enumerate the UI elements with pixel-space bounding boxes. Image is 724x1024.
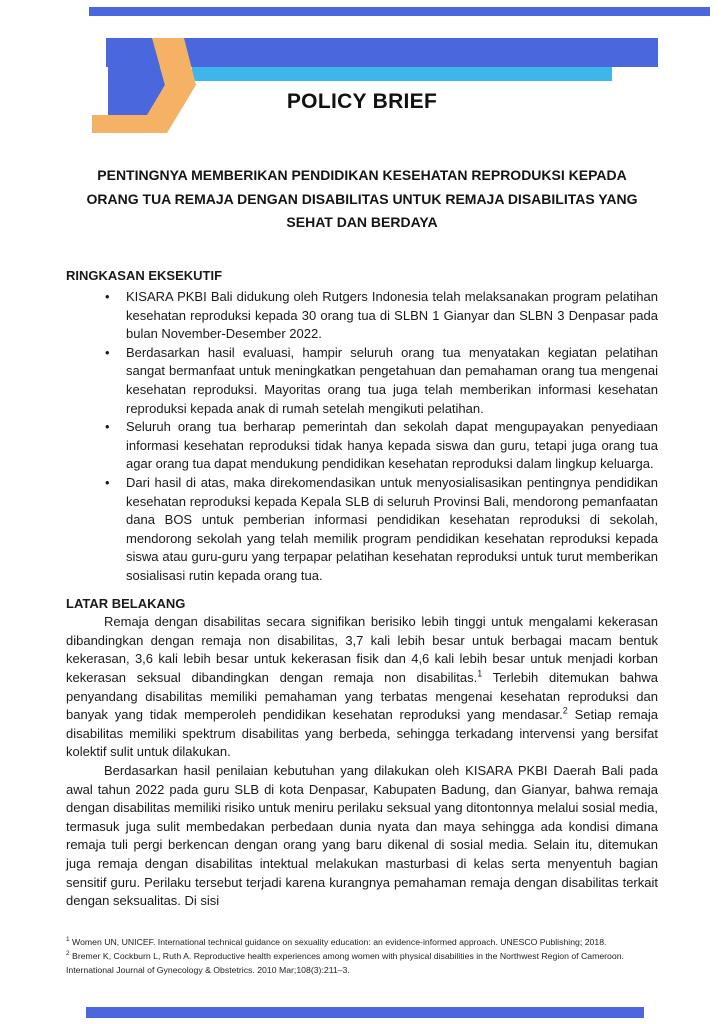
footnote-ref-1: 1 (477, 668, 483, 679)
paragraph-text: Remaja dengan disabilitas secara signifikan berisiko lebih tinggi untuk mengalami kekerasan dibandingkan dengan remaja non disabilitas, 3,7 kali lebih besar untuk berbagai macam bentuk kekerasan, 3,6 kali lebih besar untuk kekerasan fisik dan 4,6 kali lebih besar untuk menjadi korban kekerasan seksual dibandingkan dengan remaja non disabilitas. (66, 614, 658, 685)
policy-brief-label: POLICY BRIEF (286, 90, 438, 113)
background-paragraph-1 (66, 613, 658, 762)
footer-accent-bar (86, 1007, 644, 1018)
section-heading-ringkasan-eksekutif: RINGKASAN EKSEKUTIF (66, 267, 223, 283)
bullet-text: KISARA PKBI Bali didukung oleh Rutgers Indonesia telah melaksanakan program pelatihan kesehatan reproduksi kepada 30 orang tua di SLBN 1 Gianyar dan SLBN 3 Denpasar pada bulan November-Desember 2022. (126, 289, 658, 342)
header-banner-graphic (0, 0, 724, 150)
section-heading-latar-belakang: LATAR BELAKANG (66, 595, 186, 611)
footnote-marker: 2 (66, 950, 70, 958)
footnote-text: Women UN, UNICEF. International technical guidance on sexuality education: an evidence-informed approach. UNESCO Publishing; 2018. (69, 937, 607, 947)
bullet-icon: • (105, 475, 110, 491)
bullet-icon: • (105, 344, 110, 360)
footnotes-block (66, 936, 666, 978)
executive-summary-bullet-list (66, 288, 658, 586)
bullet-text: Seluruh orang tua berharap pemerintah dan sekolah dapat mengupayakan penyediaan informasi kesehatan reproduksi tidak hanya kepada siswa dan guru, tetapi juga orang tua agar orang tua dapat mendukung pendidikan kesehatan reproduksi dalam lingkup keluarga. (126, 419, 658, 472)
footnote-ref-2: 2 (562, 705, 568, 716)
header-banner (0, 0, 724, 150)
paragraph-text: Setiap remaja disabilitas memiliki spektrum disabilitas yang berbeda, sehingga terkadang intervensi yang bersifat kolektif sulit untuk dilakukan. (66, 707, 658, 760)
bullet-item (66, 344, 658, 418)
footnote-text: Bremer K, Cockburn L, Ruth A. Reproductive health experiences among women with physical disabilities in the Northwest Region of Cameroon. International Journal of Gynecology & Obstetrics. 2010 Mar;108(3):211–3. (66, 951, 624, 975)
document-body (66, 267, 658, 911)
footnote-item (66, 950, 666, 977)
footnote-item (66, 936, 666, 949)
bullet-text: Dari hasil di atas, maka direkomendasikan untuk menyosialisasikan pentingnya pendidikan kesehatan reproduksi kepada Kepala SLB di seluruh Provinsi Bali, mendorong pemanfaatan dana BOS untuk pemberian informasi pendidikan kesehatan reproduksi di sekolah, mendorong sekolah yang telah memilik program pendidikan kesehatan reproduksi kepada siswa atau guru-guru yang terpapar pelatihan kesehatan reproduksi untuk turut memberikan sosialisasi rutin kepada orang tua. (126, 475, 658, 583)
bullet-item (66, 288, 658, 344)
bullet-text: Berdasarkan hasil evaluasi, hampir seluruh orang tua menyatakan kegiatan pelatihan sangat bermanfaat untuk meningkatkan pengetahuan dan pemahaman orang tua mengenai kesehatan reproduksi. Mayoritas orang tua juga telah memberikan informasi kesehatan reproduksi kepada anak di rumah setelah mengikuti pelatihan. (126, 344, 658, 416)
bullet-icon: • (105, 289, 110, 305)
banner-bar-cyan (192, 67, 612, 81)
paragraph-text: Terlebih ditemukan bahwa penyandang disabilitas memiliki pemahaman yang terbatas mengenai kesehatan reproduksi dan banyak yang tidak memperoleh pendidikan kesehatan reproduksi yang mendasar. (66, 669, 658, 723)
bullet-item (66, 418, 658, 474)
document-title: PENTINGNYA MEMBERIKAN PENDIDIKAN KESEHATAN REPRODUKSI KEPADA ORANG TUA REMAJA DENGAN DISABILITAS UNTUK REMAJA DISABILITAS YANG SEHAT DAN BERDAYA (86, 167, 638, 230)
bullet-icon: • (105, 419, 110, 435)
bullet-item (66, 474, 658, 586)
background-paragraph-2: Berdasarkan hasil penilaian kebutuhan yang dilakukan oleh KISARA PKBI Daerah Bali pada awal tahun 2022 pada guru SLB di kota Denpasar, Kabupaten Badung, dan Gianyar, bahwa remaja dengan disabilitas memiliki risiko untuk meniru perilaku seksual yang ditontonnya melalui sosial media, termasuk juga sulit membedakan perbedaan dunia nyata dan maya sehingga ada kondisi dimana remaja tuli pergi berkencan dengan orang yang baru dikenal di sosial media. Selain itu, ditemukan juga remaja dengan disabilitas intektual melakukan masturbasi di kelas serta menyentuh bagian sensitif guru. Perilaku tersebut terjadi karena kurangnya pemahaman remaja dengan disabilitas terkait dengan seksualitas. Di sisi (66, 762, 658, 909)
footnote-marker: 1 (66, 936, 70, 944)
